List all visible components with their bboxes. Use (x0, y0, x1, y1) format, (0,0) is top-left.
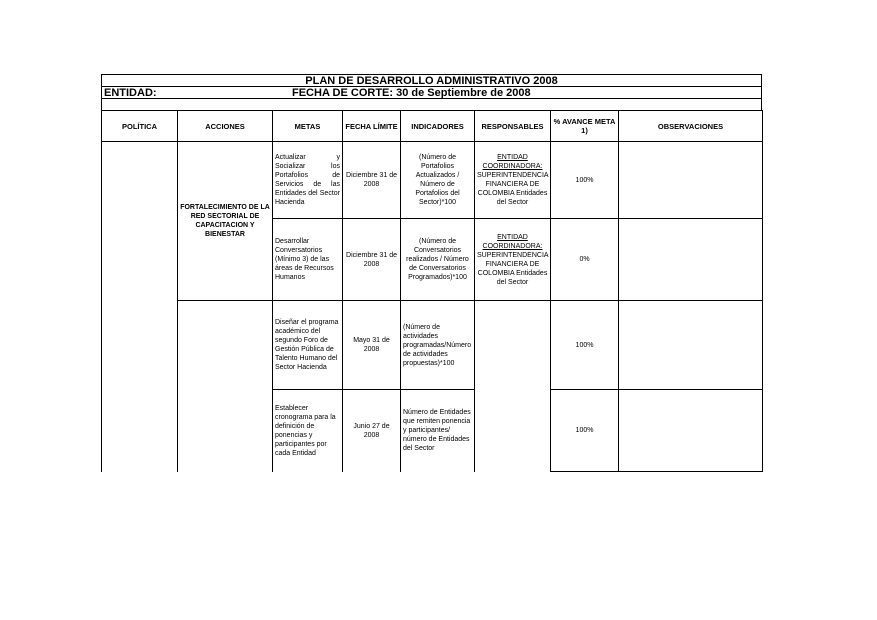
plan-sheet (101, 74, 762, 470)
observaciones-cell (619, 301, 763, 390)
fecha-cell: Diciembre 31 de 2008 (343, 219, 401, 301)
accion-cell: FORTALECIMIENTO DE LA RED SECTORIAL DE CAPACITACION Y BIENESTAR (178, 142, 273, 301)
plan-table (101, 110, 763, 472)
responsable-body: SUPERINTENDENCIA FINANCIERA DE COLOMBIA Entidades del Sector (477, 172, 549, 206)
politica-cell (102, 142, 178, 472)
header-subrow (101, 86, 762, 98)
accion-cell (178, 301, 273, 472)
col-responsables: RESPONSABLES (475, 111, 551, 142)
col-acciones: ACCIONES (178, 111, 273, 142)
meta-cell: Actualizar y Socializar los Portafolios de Servicios de las Entidades del Sector Hacienda (273, 142, 343, 219)
table-row (102, 142, 763, 219)
fecha-cell: Diciembre 31 de 2008 (343, 142, 401, 219)
responsable-cell (475, 301, 551, 472)
col-observaciones: OBSERVACIONES (619, 111, 763, 142)
avance-cell: 0% (551, 219, 619, 301)
fecha-corte: FECHA DE CORTE: 30 de Septiembre de 2008 (292, 87, 531, 99)
entidad-label: ENTIDAD: (104, 87, 157, 99)
avance-cell: 100% (551, 142, 619, 219)
spacer-row (101, 98, 762, 110)
meta-cell: Diseñar el programa académico del segundo Foro de Gestión Pública de Talento Humano del Sector Hacienda (273, 301, 343, 390)
responsable-cell (475, 219, 551, 301)
indicador-cell: (Número de actividades programadas/Número de actividades propuestas)*100 (401, 301, 475, 390)
fecha-cell: Junio 27 de 2008 (343, 390, 401, 472)
observaciones-cell (619, 219, 763, 301)
avance-cell: 100% (551, 301, 619, 390)
col-indicadores: INDICADORES (401, 111, 475, 142)
col-politica: POLÍTICA (102, 111, 178, 142)
col-fecha-limite: FECHA LÍMITE (343, 111, 401, 142)
indicador-cell: Número de Entidades que remiten ponencia y participantes/ número de Entidades del Sector (401, 390, 475, 472)
document-title: PLAN DE DESARROLLO ADMINISTRATIVO 2008 (101, 74, 762, 86)
meta-cell: Establecer cronograma para la definición de ponencias y participantes por cada Entidad (273, 390, 343, 472)
responsable-title: ENTIDAD COORDINADORA: (482, 154, 543, 170)
observaciones-cell (619, 142, 763, 219)
col-metas: METAS (273, 111, 343, 142)
avance-cell: 100% (551, 390, 619, 472)
meta-cell: Desarrollar Conversatorios (Mínimo 3) de las áreas de Recursos Humanos (273, 219, 343, 301)
indicador-cell: (Número de Portafolios Actualizados / Número de Portafolios del Sector)*100 (401, 142, 475, 219)
table-header-row (102, 111, 763, 142)
responsable-title: ENTIDAD COORDINADORA: (482, 233, 543, 250)
fecha-cell: Mayo 31 de 2008 (343, 301, 401, 390)
responsable-body: SUPERINTENDENCIA FINANCIERA DE COLOMBIA Entidades del Sector (477, 251, 549, 286)
indicador-cell: (Número de Conversatorios realizados / Número de Conversatorios Programados)*100 (401, 219, 475, 301)
col-avance: % AVANCE META 1) (551, 111, 619, 142)
responsable-cell (475, 142, 551, 219)
table-row (102, 301, 763, 390)
observaciones-cell (619, 390, 763, 472)
